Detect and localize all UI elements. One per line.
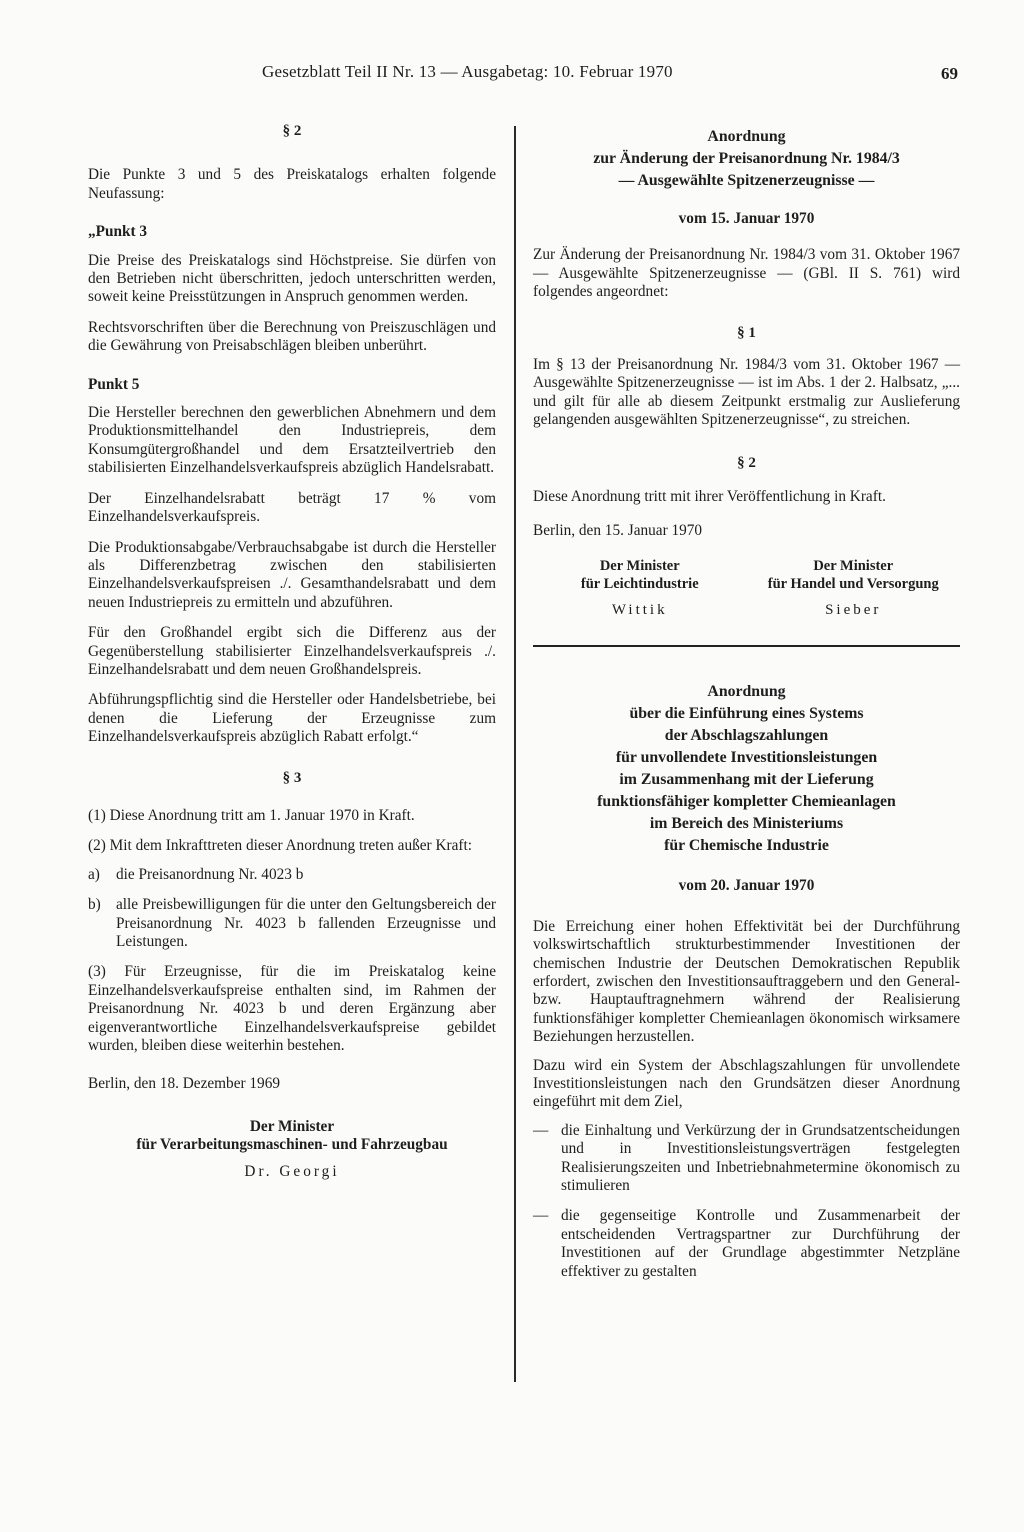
list-item-b-text: alle Preisbewilligungen für die unter den Geltungsbereich der Preisanordnung Nr. 4023 b fallenden Erzeugnisse und Leistungen. xyxy=(116,896,496,950)
punkt-3-heading: „Punkt 3 xyxy=(88,223,148,241)
right-column xyxy=(533,126,960,1281)
left-place-date: Berlin, den 18. Dezember 1969 xyxy=(88,1075,281,1093)
anordnung-2-list-item-2-mark: — xyxy=(533,1207,549,1225)
signature-left-line-1: Der Minister xyxy=(599,557,680,574)
anordnung-2-title-line-1: Anordnung xyxy=(707,683,786,701)
list-item-b xyxy=(88,896,496,951)
anordnung-1-title-line-1: Anordnung xyxy=(707,128,786,145)
anordnung-2-title-line-3: der Abschlagszahlungen xyxy=(664,727,829,745)
anordnung-2-title xyxy=(533,681,960,857)
section-2-heading: § 2 xyxy=(282,123,302,139)
left-minister-name: Dr. Georgi xyxy=(244,1162,340,1180)
list-item-a-mark: a) xyxy=(88,865,100,883)
left-column xyxy=(88,118,496,1181)
anordnung-2-list-item-2-text: die gegenseitige Kontrolle und Zusammenarbeit der entscheidenden Vertragspartner zur Durchführung der Investitionen auf der Grundlage abgestimmter Netzpläne effektiver zu gestalten xyxy=(561,1207,960,1280)
signature-left xyxy=(533,557,747,593)
anordnung-1-signature-titles xyxy=(533,557,960,593)
anordnung-2-paragraph-2: Dazu wird ein System der Abschlagszahlungen für unvollendete Investitionsleistungen nach den Grundsätzen dieser Anordnung eingeführt mit dem Ziel, xyxy=(533,1056,960,1111)
punkt-3-paragraph-2: Rechtsvorschriften über die Berechnung von Preiszuschlägen und die Gewährung von Preisabschlägen bleiben unberührt. xyxy=(88,318,496,355)
column-divider xyxy=(514,126,516,1382)
punkt-5-paragraph-3: Die Produktionsabgabe/Verbrauchsabgabe ist durch die Hersteller als Differenzbetrag zwischen den stabilisierten Einzelhandelsverkaufspreisen ./. Gesamthandelsrabatt und dem neuen Industriepreis zu ermitteln und abzuführen. xyxy=(88,538,496,611)
anordnung-2-list-item-2 xyxy=(533,1207,960,1281)
section-separator xyxy=(533,645,960,647)
list-item-b-mark: b) xyxy=(88,896,101,914)
signature-right-line-2: für Handel und Versorgung xyxy=(767,575,939,592)
anordnung-2-title-line-5: im Zusammenhang mit der Lieferung xyxy=(619,771,874,789)
anordnung-2-title-line-6: funktionsfähiger kompletter Chemieanlagen xyxy=(597,793,896,811)
anordnung-2-title-line-7: im Bereich des Ministeriums xyxy=(649,815,844,833)
punkt-5-paragraph-2: Der Einzelhandelsrabatt beträgt 17 % vom Einzelhandelsverkaufspreis. xyxy=(88,489,496,526)
anordnung-1-section-2-heading: § 2 xyxy=(737,454,756,471)
anordnung-1-title xyxy=(533,126,960,192)
left-minister-title-2: für Verarbeitungsmaschinen- und Fahrzeugbau xyxy=(136,1136,448,1154)
signature-left-name: Wittik xyxy=(611,601,668,618)
anordnung-1-title-line-2: zur Änderung der Preisanordnung Nr. 1984/3 xyxy=(593,150,900,167)
anordnung-1-signature-names xyxy=(533,601,960,619)
punkt-5-paragraph-4: Für den Großhandel ergibt sich die Differenz aus der Gegenüberstellung stabilisierter Einzelhandelsverkaufspreis ./. Einzelhandelsrabatt und dem neuen Großhandelspreis. xyxy=(88,624,496,678)
anordnung-2-list-item-1-text: die Einhaltung und Verkürzung der in Grundsatzentscheidungen und in Investitionsleistungsverträgen festgelegten Realisierungszeiten und Inbetriebnahmetermine ökonomisch zu stimulieren xyxy=(561,1121,960,1194)
header-title: Gesetzblatt Teil II Nr. 13 — Ausgabetag: 10. Februar 1970 xyxy=(262,62,673,81)
page-number: 69 xyxy=(941,64,958,83)
punkt-5-paragraph-1: Die Hersteller berechnen den gewerblichen Abnehmern und dem Produktionsmittelhandel den Industriepreis, dem Konsumgütergroßhandel und dem Ersatzteilvertrieb den stabilisierten Einzelhandelsverkaufspreis abzüglich Handelsrabatt. xyxy=(88,404,496,477)
anordnung-1-intro: Zur Änderung der Preisanordnung Nr. 1984/3 vom 31. Oktober 1967 — Ausgewählte Spitzenerzeugnisse — (GBl. II S. 761) wird folgendes angeordnet: xyxy=(533,246,960,301)
signature-left-line-2: für Leichtindustrie xyxy=(580,575,699,592)
anordnung-2-list-item-1 xyxy=(533,1122,960,1196)
punkt-3-paragraph-1: Die Preise des Preiskatalogs sind Höchstpreise. Sie dürfen von den Betrieben nicht überschritten, jedoch unterschritten werden, soweit keine Preisstützungen in Anspruch genommen werden. xyxy=(88,251,496,306)
anordnung-1-section-1: Im § 13 der Preisanordnung Nr. 1984/3 vom 31. Oktober 1967 — Ausgewählte Spitzenerzeugnisse — ist im Abs. 1 der 2. Halbsatz, „... und gilt für alle ab diesem Zeitpunkt erstmalig zur Auslieferung gelangenden ausgewählten Spitzenerzeugnisse“, zu streichen. xyxy=(533,356,960,429)
left-minister-title-1: Der Minister xyxy=(249,1117,335,1135)
section-3-heading: § 3 xyxy=(282,769,302,786)
punkt-5-heading: Punkt 5 xyxy=(88,375,140,393)
page-header xyxy=(0,62,1024,92)
anordnung-1-title-line-3: — Ausgewählte Spitzenerzeugnisse — xyxy=(618,172,875,189)
anordnung-2-title-line-8: für Chemische Industrie xyxy=(664,837,829,855)
punkt-5-paragraph-5: Abführungspflichtig sind die Hersteller oder Handelsbetriebe, bei denen die Lieferung der Erzeugnisse zum Einzelhandelsverkaufspreis abzüglich Rabatt erfolgt.“ xyxy=(88,691,496,746)
list-item-a-text: die Preisanordnung Nr. 4023 b xyxy=(116,865,304,883)
anordnung-2-list-item-1-mark: — xyxy=(533,1121,549,1139)
anordnung-2-date: vom 20. Januar 1970 xyxy=(678,877,815,895)
signature-right-name: Sieber xyxy=(825,601,882,618)
section-3-paragraph-3: (3) Für Erzeugnisse, für die im Preiskatalog keine Einzelhandelsverkaufspreise enthalten sind, im Rahmen der Preisanordnung Nr. 4023 b und deren Ergänzung aber eigenverantwortliche Einzelhandelsverkaufspreise gebildet wurden, bleiben diese weiterhin bestehen. xyxy=(88,963,496,1055)
anordnung-1-section-2: Diese Anordnung tritt mit ihrer Veröffentlichung in Kraft. xyxy=(533,488,886,506)
anordnung-2-title-line-4: für unvollendete Investitionsleistungen xyxy=(615,749,878,767)
signature-right xyxy=(747,557,961,593)
section-3-paragraph-2: (2) Mit dem Inkrafttreten dieser Anordnung treten außer Kraft: xyxy=(88,837,472,855)
anordnung-1-date: vom 15. Januar 1970 xyxy=(678,210,815,227)
signature-right-line-1: Der Minister xyxy=(813,557,894,574)
section-2-intro: Die Punkte 3 und 5 des Preiskatalogs erhalten folgende Neufassung: xyxy=(88,166,496,202)
anordnung-1-place-date: Berlin, den 15. Januar 1970 xyxy=(533,522,703,540)
anordnung-2-paragraph-1: Die Erreichung einer hohen Effektivität bei der Durchführung volkswirtschaftlich strukturbestimmender Investitionen der chemischen Industrie der Deutschen Demokratischen Republik erfordert, zwischen den Investitionsauftraggebern und den General- bzw. Hauptauftragnehmern während der Realisierung funktionsfähiger kompletter Chemieanlagen ökonomisch wirksamere Beziehungen herzustellen. xyxy=(533,917,960,1046)
anordnung-1-section-1-heading: § 1 xyxy=(737,324,756,341)
anordnung-2-title-line-2: über die Einführung eines Systems xyxy=(629,705,864,723)
section-3-paragraph-1: (1) Diese Anordnung tritt am 1. Januar 1970 in Kraft. xyxy=(88,806,415,824)
list-item-a xyxy=(88,866,496,884)
